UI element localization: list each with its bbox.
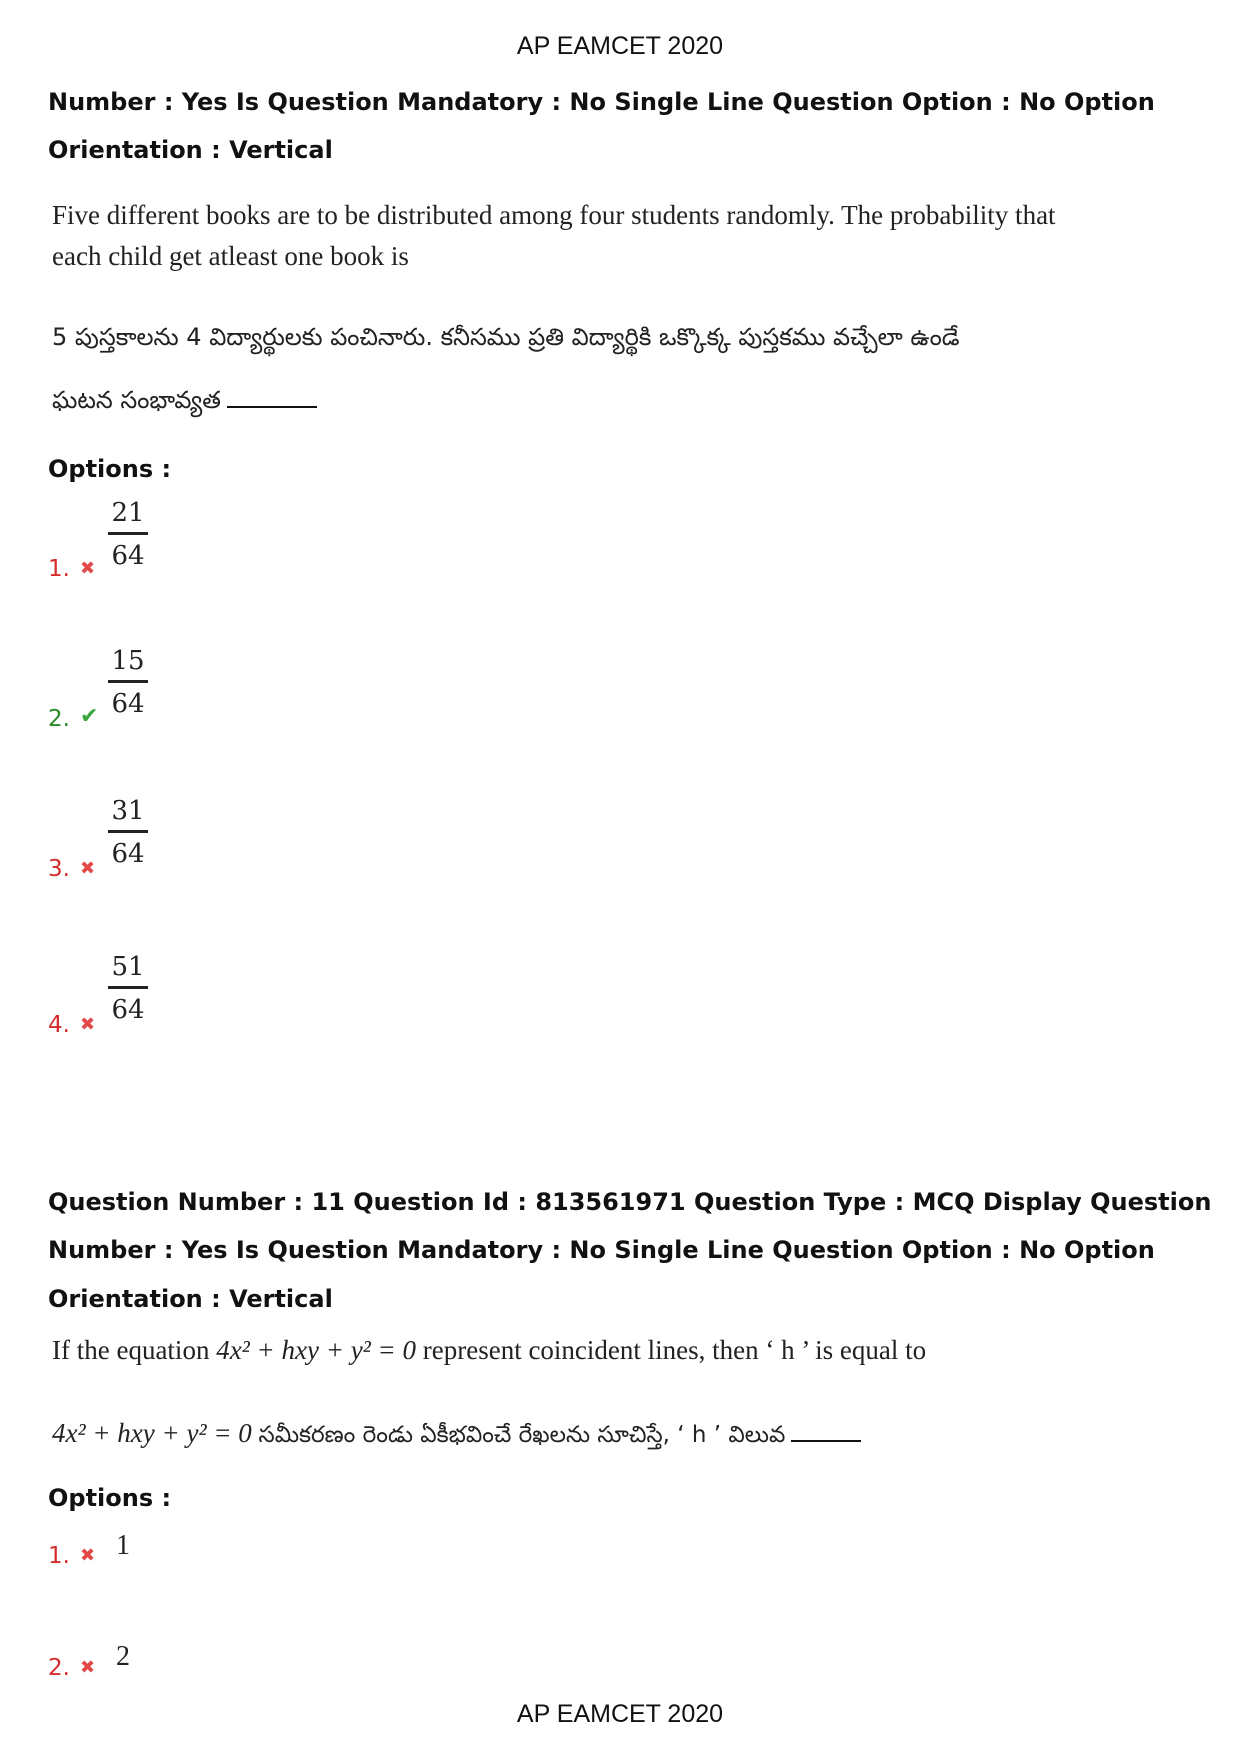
- q1-telugu-line-2-wrap: [52, 386, 1052, 420]
- q2-english-line: [52, 1335, 1052, 1366]
- q2-english-suffix: represent coincident lines, then ‘ h ’ is equal to: [422, 1335, 927, 1365]
- cross-icon: ✖: [80, 1014, 96, 1035]
- q2-meta-line-3: Orientation : Vertical: [48, 1285, 333, 1313]
- q2-meta-line-1: Question Number : 11 Question Id : 813561971 Question Type : MCQ Display Question: [48, 1188, 1212, 1216]
- q2-option-1-number: 1.: [48, 1543, 70, 1569]
- q1-option-1-fraction[interactable]: [108, 498, 148, 571]
- fraction-numerator: 31: [108, 796, 148, 833]
- q1-option-4-fraction[interactable]: [108, 952, 148, 1025]
- q2-meta-line-2: Number : Yes Is Question Mandatory : No Single Line Question Option : No Option: [48, 1236, 1155, 1264]
- q1-telugu-line-2: ఘటన సంభావ్యత: [52, 386, 221, 414]
- q1-english-line-2: each child get atleast one book is: [52, 241, 409, 271]
- q1-meta-line-1: Number : Yes Is Question Mandatory : No Single Line Question Option : No Option: [48, 88, 1155, 116]
- q1-options-label: Options :: [48, 455, 172, 483]
- q2-equation: 4x² + hxy + y² = 0: [216, 1335, 416, 1365]
- q2-telugu-line: [52, 1418, 1052, 1454]
- answer-blank: [791, 1439, 861, 1442]
- fraction-numerator: 51: [108, 952, 148, 989]
- q1-option-2-number: 2.: [48, 706, 70, 732]
- cross-icon: ✖: [80, 1545, 96, 1566]
- q2-option-2-number: 2.: [48, 1655, 70, 1681]
- fraction-numerator: 15: [108, 646, 148, 683]
- q2-option-1-value[interactable]: 1: [116, 1530, 130, 1561]
- q2-telugu-text: సమీకరణం రెండు ఏకీభవించే రేఖలను సూచిస్తే, ‘ h ’ విలువ: [258, 1422, 786, 1448]
- q1-telugu-line-1: 5 పుస్తకాలను 4 విద్యార్థులకు పంచినారు. కనీసము ప్రతి విద్యార్థికి ఒక్కొక్క పుస్తకము వచ్చేలా ఉండే: [52, 323, 960, 351]
- cross-icon: ✖: [80, 558, 96, 579]
- q2-options-label: Options :: [48, 1484, 172, 1512]
- page-header: AP EAMCET 2020: [516, 32, 724, 60]
- fraction-numerator: 21: [108, 498, 148, 535]
- q1-option-4-number: 4.: [48, 1012, 70, 1038]
- fraction-denominator: 64: [111, 541, 145, 571]
- answer-blank: [227, 405, 317, 408]
- fraction-denominator: 64: [111, 689, 145, 719]
- q2-option-2-value[interactable]: 2: [116, 1641, 130, 1672]
- q1-option-2-fraction[interactable]: [108, 646, 148, 719]
- fraction-denominator: 64: [111, 995, 145, 1025]
- q1-option-3-fraction[interactable]: [108, 796, 148, 869]
- fraction-denominator: 64: [111, 839, 145, 869]
- q1-option-1-number: 1.: [48, 556, 70, 582]
- cross-icon: ✖: [80, 1657, 96, 1678]
- q1-meta-line-2: Orientation : Vertical: [48, 136, 333, 164]
- q1-option-3-number: 3.: [48, 856, 70, 882]
- q1-english-line-1: Five different books are to be distributed among four students randomly. The probability that: [52, 200, 1056, 230]
- q2-english-prefix: If the equation: [52, 1335, 210, 1365]
- check-icon: ✔: [80, 704, 99, 729]
- q2-equation-telugu: 4x² + hxy + y² = 0: [52, 1418, 252, 1448]
- cross-icon: ✖: [80, 858, 96, 879]
- page-footer: AP EAMCET 2020: [516, 1700, 724, 1728]
